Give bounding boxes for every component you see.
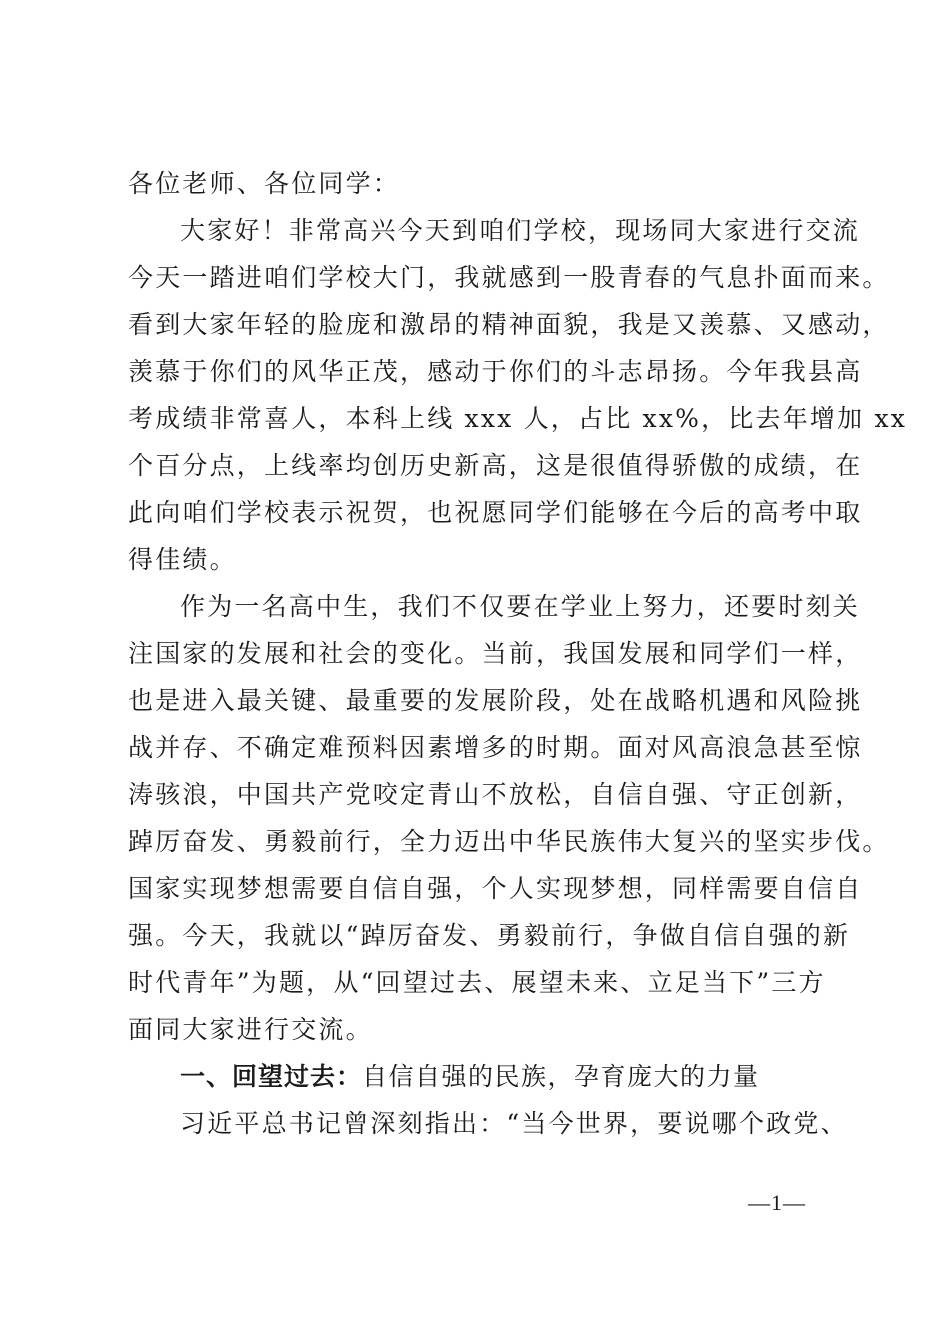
text-line: 今天一踏进咱们学校大门，我就感到一股青春的气息扑面而来。: [128, 263, 890, 292]
text-line: 作为一名高中生，我们不仅要在学业上努力，还要时刻关: [180, 592, 861, 621]
salutation: 各位老师、各位同学：: [128, 169, 401, 198]
text-line: 此向咱们学校表示祝贺，也祝愿同学们能够在今后的高考中取: [128, 498, 863, 527]
text-line: 战并存、不确定难预料因素增多的时期。面对风高浪急甚至惊: [128, 733, 863, 762]
text-line: 踔厉奋发、勇毅前行，全力迈出中华民族伟大复兴的坚实步伐。: [128, 827, 890, 856]
text-line: 大家好！非常高兴今天到咱们学校，现场同大家进行交流: [180, 216, 861, 245]
text-line: 看到大家年轻的脸庞和激昂的精神面貌，我是又羡慕、又感动，: [128, 310, 890, 339]
section-heading-title: 自信自强的民族，孕育庞大的力量: [362, 1062, 760, 1091]
page-number: —1—: [748, 1190, 806, 1215]
text-line: 得佳绩。: [128, 545, 237, 574]
text-line: 涛骇浪，中国共产党咬定青山不放松，自信自强、守正创新，: [128, 780, 863, 809]
text-line: 个百分点，上线率均创历史新高，这是很值得骄傲的成绩，在: [128, 451, 863, 480]
document-body: [128, 160, 908, 1147]
text-line: 也是进入最关键、最重要的发展阶段，处在战略机遇和风险挑: [128, 686, 863, 715]
text-line: 时代青年”为题，从“回望过去、展望未来、立足当下”三方: [128, 968, 826, 997]
text-line: 面同大家进行交流。: [128, 1015, 373, 1044]
section-heading-bold: 一、回望过去：: [180, 1062, 363, 1091]
text-line: 考成绩非常喜人，本科上线 xxx 人，占比 xx%，比去年增加 xx: [128, 404, 908, 433]
text-line: 强。今天，我就以“踔厉奋发、勇毅前行，争做自信自强的新: [128, 921, 851, 950]
text-line: 习近平总书记曾深刻指出：“当今世界，要说哪个政党、: [180, 1109, 848, 1138]
text-line: 注国家的发展和社会的变化。当前，我国发展和同学们一样，: [128, 639, 863, 668]
text-line: 国家实现梦想需要自信自强，个人实现梦想，同样需要自信自: [128, 874, 863, 903]
text-line: 羡慕于你们的风华正茂，感动于你们的斗志昂扬。今年我县高: [128, 357, 863, 386]
section-heading: [128, 1053, 838, 1100]
